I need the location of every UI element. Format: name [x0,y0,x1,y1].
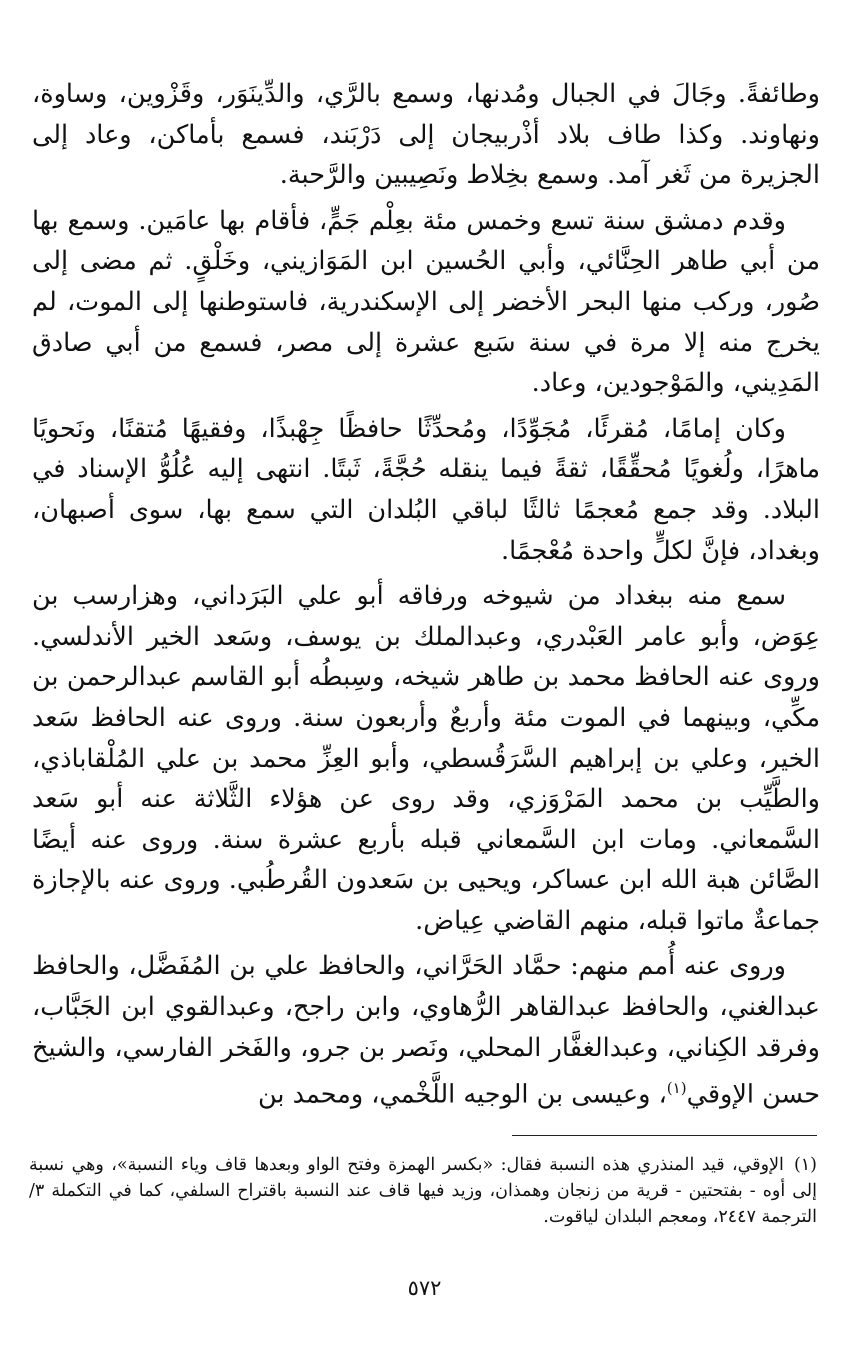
paragraph-3: وكان إمامًا، مُقرئًا، مُجَوِّدًا، ومُحدِّثًا حافظًا جِهْبذًا، وفقيهًا مُتقنًا، ونَحويًا ماهرًا، ولُغويًا مُحقِّقًا، ثقةً فيما ينقله حُجَّةً، ثَبتًا. انتهى إليه عُلُوُّ الإسناد في البلاد. وقد جمع مُعجمًا ثالثًا لباقي البُلدان التي سمع بها، سوى أصبهان، وبغداد، فإنَّ لكلٍّ واحدة مُعْجمًا. [32,413,820,566]
paragraph-4: سمع منه ببغداد من شيوخه ورفاقه أبو علي البَرَداني، وهزارسب بن عِوَض، وأبو عامر العَبْدري، وعبدالملك بن يوسف، وسَعد الخير الأندلسي. وروى عنه الحافظ محمد بن طاهر شيخه، وسِبطُه أبو القاسم عبدالرحمن بن مكِّي، وبينهما في الموت مئة وأربعٌ وأربعون سنة. وروى عنه الحافظ سَعد الخير، وعلي بن إبراهيم السَّرَقُسطي، وأبو العِزِّ محمد بن علي المُلْقاباذي، والطَّيِّب بن محمد المَرْوَزي، وقد روى عن هؤلاء الثَّلاثة عنه أبو سَعد السَّمعاني. ومات ابن السَّمعاني قبله بأربع عشرة سنة. وروى عنه أيضًا الصَّائن هبة الله ابن عساكر، ويحيى بن سَعدون القُرطُبي. وروى عنه بالإجازة جماعةٌ ماتوا قبله، منهم القاضي عِياض. [32,581,820,936]
footnote-number: (١) [793,1155,817,1175]
page-body [32,74,820,1120]
footnotes [29,1152,817,1230]
paragraph-5-text: وروى عنه أُمم منهم: حمَّاد الحَرَّاني، والحافظ علي بن المُفَضَّل، والحافظ عبدالغني، والحافظ عبدالقاهر الرُّهاوي، وابن راجح، وعبدالقوي ابن الجَبَّاب، وفرقد الكِناني، وعبدالغفَّار المحلي، ونَصر بن جرو، والفَخر الفارسي، والشيخ حسن الإوقي [32,951,820,1110]
footnote-text: الإوقي، قيد المنذري هذه النسبة فقال: «بكسر الهمزة وفتح الواو وبعدها قاف وياء النسبة»، وهي نسبة إلى أوه - بفتحتين - قرية من زنجان وهمذان، وزيد فيها قاف عند النسبة باقتراح السلفي، كما في التكملة ٣/ الترجمة ٢٤٤٧، ومعجم البلدان لياقوت. [29,1155,817,1227]
footnote-reference[interactable]: (١) [666,1079,687,1098]
footnote-item [29,1152,817,1230]
footnote-divider [512,1135,817,1136]
paragraph-2: وقدم دمشق سنة تسع وخمس مئة بعِلْم جَمٍّ، فأقام بها عامَين. وسمع بها من أبي طاهر الحِنَّائي، وأبي الحُسين ابن المَوَازيني، وخَلْقٍ. ثم مضى إلى صُور، وركب منها البحر الأخضر إلى الإسكندرية، فاستوطنها إلى الموت، لم يخرج منه إلا مرة في سنة سَبع عشرة إلى مصر، فسمع من أبي صادق المَدِيني، والمَوْجودين، وعاد. [32,205,820,399]
main-text [32,74,820,1115]
page-number: ٥٧٢ [407,1276,442,1300]
paragraph-5-tail: ، وعيسى بن الوجيه اللَّخْمي، ومحمد بن [257,1079,667,1110]
paragraph-5 [32,946,820,1115]
paragraph-1: وطائفةً. وجَالَ في الجبال ومُدنها، وسمع بالرَّي، والدِّينَوَر، وقَزْوين، وساوة، ونهاوند. وكذا طاف بلاد أذْربيجان إلى دَرْبَند، فسمع بأماكن، وعاد إلى الجزيرة من ثَغر آمد. وسمع بخِلاط ونَصِيبين والرَّحبة. [32,79,820,191]
